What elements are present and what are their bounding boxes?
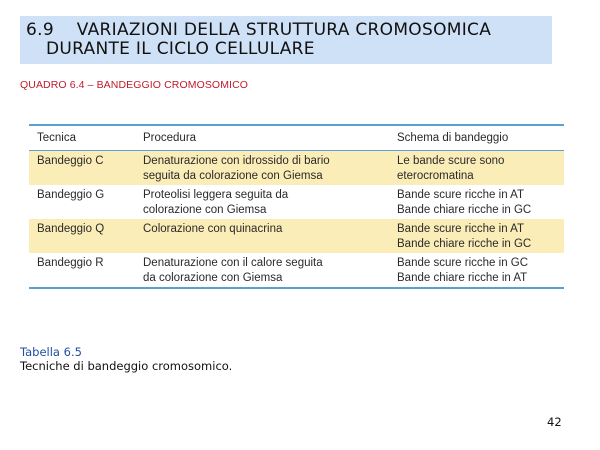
- cell-schema: [390, 154, 564, 185]
- quadro-label: QUADRO 6.4 – BANDEGGIO CROMOSOMICO: [20, 79, 249, 91]
- schema-line: Bande scure ricche in AT: [397, 189, 524, 201]
- table-caption-text: Tecniche di bandeggio cromosomico.: [20, 359, 233, 373]
- schema-line: Bande chiare ricche in GC: [397, 238, 532, 250]
- cell-procedura: [136, 154, 390, 185]
- cell-procedura: [136, 188, 390, 219]
- table-row: [29, 219, 564, 253]
- cell-tecnica: Bandeggio G: [37, 189, 105, 201]
- slide-title-text-1: VARIAZIONI DELLA STRUTTURA CROMOSOMICA: [76, 20, 492, 40]
- schema-line: Bande chiare ricche in GC: [397, 204, 532, 216]
- cell-tecnica: Bandeggio Q: [37, 223, 105, 235]
- table-header-row: [29, 126, 564, 151]
- procedura-line: seguita da colorazione con Giemsa: [143, 170, 323, 182]
- cell-schema: [390, 256, 564, 287]
- table-caption-title: Tabella 6.5: [20, 345, 82, 359]
- procedura-line: da colorazione con Giemsa: [143, 272, 283, 284]
- cell-procedura: [136, 256, 390, 287]
- page-number: 42: [547, 415, 562, 429]
- header-schema: Schema di bandeggio: [397, 132, 509, 144]
- schema-line: Le bande scure sono: [397, 155, 505, 167]
- schema-line: Bande chiare ricche in AT: [397, 272, 528, 284]
- table-row: [29, 151, 564, 185]
- slide-title-line1: [26, 20, 491, 40]
- table-row: [29, 185, 564, 219]
- cell-schema: [390, 222, 564, 253]
- procedura-line: Denaturazione con il calore seguita: [143, 257, 323, 269]
- procedura-line: Denaturazione con idrossido di bario: [143, 155, 330, 167]
- slide-title-box: [20, 16, 552, 64]
- section-number: 6.9: [26, 20, 54, 40]
- procedura-line: colorazione con Giemsa: [143, 204, 267, 216]
- schema-line: eterocromatina: [397, 170, 474, 182]
- schema-line: Bande scure ricche in GC: [397, 257, 529, 269]
- cell-schema: [390, 188, 564, 219]
- procedura-line: Colorazione con quinacrina: [143, 223, 283, 235]
- header-procedura: Procedura: [143, 132, 197, 144]
- slide-title-line2: DURANTE IL CICLO CELLULARE: [46, 39, 315, 59]
- cell-tecnica: Bandeggio R: [37, 257, 104, 269]
- banding-table: [29, 124, 564, 289]
- table-row: [29, 253, 564, 287]
- cell-procedura: [136, 222, 390, 253]
- procedura-line: Proteolisi leggera seguita da: [143, 189, 289, 201]
- schema-line: Bande scure ricche in AT: [397, 223, 524, 235]
- cell-tecnica: Bandeggio C: [37, 155, 104, 167]
- header-tecnica: Tecnica: [37, 132, 76, 144]
